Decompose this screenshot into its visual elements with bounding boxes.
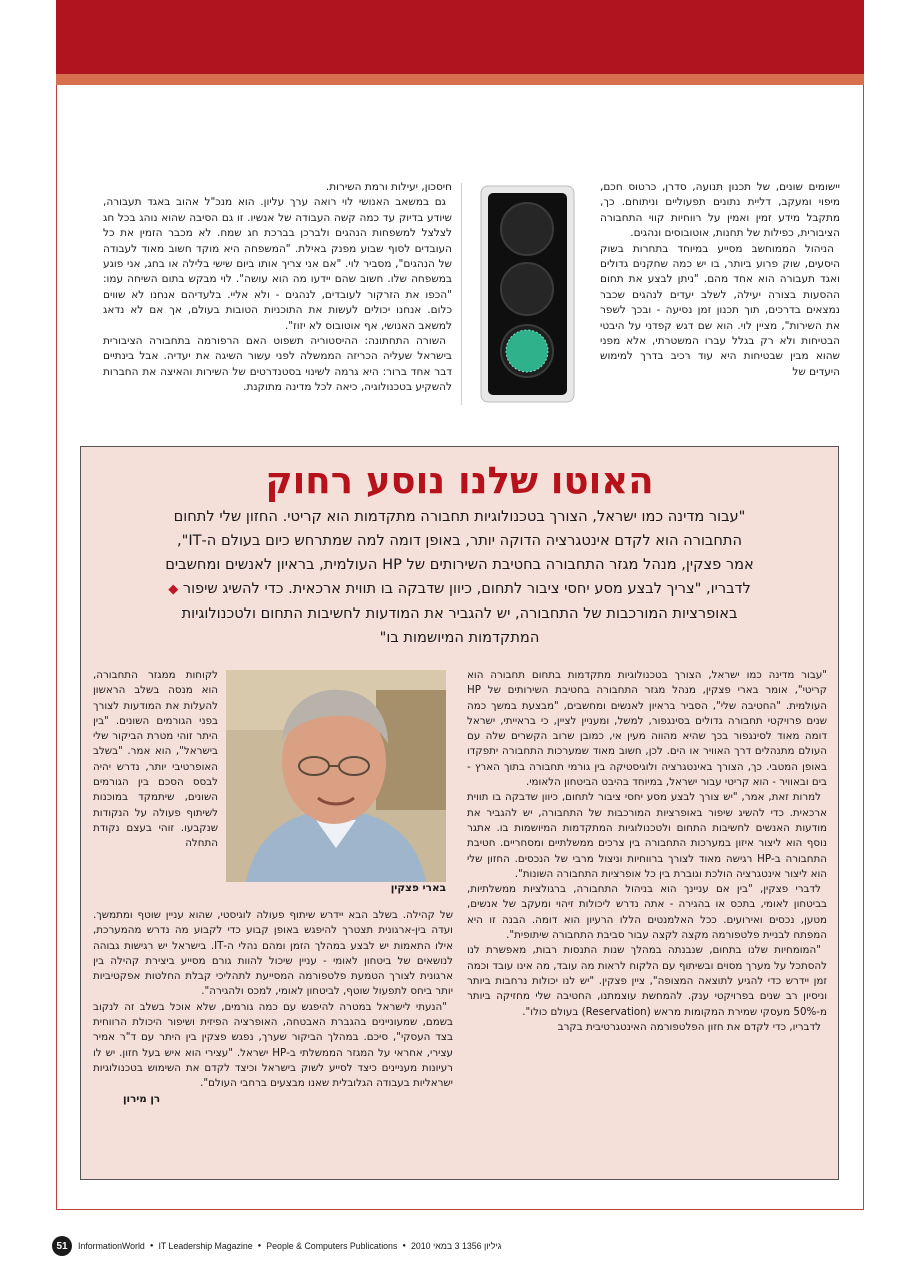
- paragraph: גם במשאב האנושי לוי רואה ערך עליון. הוא מנכ"ל אהוב באגד תעבורה, שיודע בדיוק עד כמה קשה העבודה של אנשיו. זו גם הסיבה שהוא נוהג בכל חג לצלצל למשפחות הנהגים ולברכן בברכת חג שמח. לא מכבר הזמין את כל העובדים לסוף שבוע מפנק באילת. "המשפחה היא מוקד חשוב מאוד לעבודה של הנהגים", מסביר לוי. "אם אני צריך אותו ביום שישי בלילה או בחג, אני פוגע במשפחה שלו. חשוב שהם יידעו מה הוא עושה". לוי מבקש בתום השיחה עמו: "הכפו את הזרקור לעובדים, לנהגים - ולא אליי. בלעדיהם אנחנו לא שווים כלום. אנחנו יכולים לעשות את התוכניות הטובות בעולם, אך אם לא נדאג למשאב האנושי, אף אוטובוס לא יזוז".: [103, 196, 452, 332]
- paragraph: "הנעתי לישראל במטרה להיפגש עם כמה גורמים, שלא אוכל בשלב זה לנקוב בשמם, שמעוניינים בהגברת האבטחה, האופרציה הפיזית ושיפור היכולת הרווחית בצד העסקי", סיכם. במהלך הביקור שערך, נפגש פצקין בין היתר עם ד"ר אמיר עצירי, אחראי על המגזר הממשלתי ב-HP ישראל. "עצירי הוא איש בעל חזון. יש לו רעיונות מעניינים כיצד לסייע לשוק בישראל וכיצד לקדם את השימוש בטכנולוגיות ישראליות בעבודה הגלובלית שאנו מבצעים ברחבי העולם".: [93, 1000, 454, 1090]
- sidebar-left-column: [93, 908, 453, 1107]
- diamond-bullet-icon: ◆: [168, 582, 179, 597]
- paragraph: לדבריו, כדי לקדם את חזון הפלטפורמה האינטגרטיבית בקרב: [557, 1020, 821, 1033]
- bullet-separator-icon: ●: [149, 1243, 154, 1249]
- lead-line: באופרציות המורכבות של התחבורה, יש להגביר את המודעות לחשיבות התחום ולטכנולוגיות: [181, 605, 738, 622]
- top-red-band: [56, 0, 864, 74]
- bullet-separator-icon: ●: [402, 1243, 406, 1249]
- paragraph: למרות זאת, אמר, "יש צורך לבצע מסע יחסי ציבור לתחום, כיוון שדבקה בו תווית ארכאית. כדי להשיג שיפור באופרציות המורכבות של התחבורה, יש להגביר את מודעות האנשים לחשיבות התחום ולטכנולוגיות המתקדמות המיושמות בו. אתגר נוסף הוא ליצור איזון במערכות התחבורה בין צרכים ממשלתיים ומסחריים. חטיבת התחבורה ב-HP רגישה מאוד לצורך ברווחיות וניצול מרבי של הנכסים. החזון שלי הוא ליצור אינטגרציה הולכת וגוברת בין כל אופרציות התחבורה השונות".: [467, 791, 827, 880]
- column-divider: [461, 183, 462, 405]
- sidebar-right-column: [467, 668, 827, 1035]
- byline: רן מירון: [123, 1092, 161, 1105]
- footer-issue: גיליון 1356 3 במאי 2010: [410, 1241, 502, 1251]
- photo-caption: בארי פצקין: [390, 882, 446, 894]
- footer-item: InformationWorld: [78, 1241, 145, 1251]
- paragraph: לקוחות ממגזר התחבורה, הוא מנסה בשלב הראשון להעלות את המודעות לצורך בפני הגורמים השונים. "בין היתר זוהי מטרת הביקור שלי בישראל", הוא אמר. "בשלב האופרטיבי יותר, נדרש יהיה לבסס הסכם בין הגורמים השונים, שיתמקד במוכנות לשיתוף פעולה על הנקודות שנקבעו. זוהי בעצם נקודת התחלה: [93, 669, 218, 850]
- paragraph: לדברי פצקין, "בין אם עניינך הוא בניהול התחבורה, ברגולציות ממשלתיות, בביטחון לאומי, בתכס או בהגירה - אתה נדרש ליכולות זיהוי ומעקב של אנשים, מטען, נכסים ואירועים. ככל האלמנטים הללו הרעיון הוא דומה. הבנה זו היא המפתח לבניית פלטפורמה מקצה לקצה עבור סביבת התחבורה שיתופית".: [467, 883, 827, 942]
- page-frame-right: [863, 85, 864, 1209]
- page-frame-bottom: [56, 1209, 864, 1210]
- paragraph: השורה התחתונה: ההיסטוריה תשפוט האם הרפורמה בתחבורה הציבורית בישראל שעליה הכריזה הממשלה לפני עשור השיגה את יעדיה. אבל בינתיים דבר אחד ברור: היא גרמה לשינוי בסטנדרטים של השירות והאיצה את החברות להשקיע בטכנולוגיה, כיאה לכל מדינה מתוקנת.: [103, 335, 452, 394]
- sidebar-headline: האוטו שלנו נוסע רחוק: [265, 459, 654, 502]
- paragraph: של קהילה. בשלב הבא יידרש שיתוף פעולה לוגיסטי, שהוא עניין שוטף ומתמשך. ועדה בין-ארגונית תצטרך להיפגש באופן קבוע כדי לקבוע מה נדרש מהמערכת, אילו התאמות יש לבצע במהלך הזמן ומהם נהלי ה-IT. בישראל יש רגישות גבוהה לנושאים של ביטחון לאומי - עניין שיכול להוות גורם מסייע ביצירת קהילה בין ארגונית לצורך הטמעת פלטפורמה המסייעת לתהליכי קבלת החלטות אפקטיביות יותר ביחס לתפעול שוטף, לביטחון לאומי, למכס ולהגירה".: [93, 909, 453, 998]
- portrait-photo: [226, 670, 446, 882]
- paragraph: הניהול הממוחשב מסייע במיוחד בתחרות בשוק היסעים, שוק פרוע ביותר, בו יש כמה שחקנים גדולים ואגד תעבורה הוא אחד מהם. "ניתן לבצע את תחום ההסעות בצורה יעילה, לשלב יעדים לנהגים שכבר נמצאים בדרכים, תוך תכנון זמן נסיעה - ובכך לשפר את השירות", מציין לוי. הוא שם דגש קפדני על היבטי הבטיחות ולא רק בגלל עברו המשטרתי, אלא מפני שהוא מבין שבטיחות היא עוד רכיב בדרך למימוש היעדים של: [600, 242, 840, 378]
- bullet-separator-icon: ●: [257, 1243, 262, 1249]
- traffic-light-image: [480, 185, 575, 403]
- paragraph: "עבור מדינה כמו ישראל, הצורך בטכנולוגיות מתקדמות בתחום תחבורה הוא קריטי", אומר בארי פצקין, מנהל מגזר התחבורה בחטיבת השירותים של HP העולמית. "החטיבה שלי", הסביר בראיון לאנשים ומחשבים, "מבצעת במשך כמה שנים פרויקטי תחבורה גדולים בסינגפור, למשל, ומעניין לציין, כי בראייתי, ישראל דומה מאוד לסינגפור בכך שהיא מהווה מעין אי, כמובן שרוב הקשרים שלה עם העולם מתנהלים דרך האוויר או הים. לכן, חשוב מאוד שמערכות התחבורה יתפקדו באופן המטבי. כך, הצורך באינטגרציה ולוגיסטיקה בין גורמי תחבורה בתוך הארץ - בים ובאוויר - הוא קריטי עבור ישראל, במיוחד בהיבט הביטחון הלאומי.: [467, 669, 827, 789]
- lead-line: התחבורה הוא לקדם אינטגרציה הדוקה יותר, באופן דומה למה שמתרחש כיום בעולם ה-IT",: [176, 532, 743, 549]
- sidebar-lead: [100, 505, 819, 650]
- lead-line-with-bullet: [100, 577, 819, 602]
- sidebar-narrow-column: [93, 668, 218, 852]
- lead-line: לדבריו, "צריך לבצע מסע יחסי ציבור לתחום, כיוון שדבקה בו תווית ארכאית. כדי להשיג שיפור: [182, 580, 751, 597]
- top-orange-strip: [56, 74, 864, 85]
- page-frame-left: [56, 85, 57, 1209]
- lead-line: אמר פצקין, מנהל מגזר התחבורה בחטיבת השירותים של HP העולמית, בראיון לאנשים ומחשבים: [165, 556, 754, 573]
- lead-line: המתקדמות המיושמות בו": [379, 629, 540, 646]
- paragraph: חיסכון, יעילות ורמת השירות.: [325, 181, 452, 193]
- article-top-left-column: [103, 180, 452, 396]
- footer-item: People & Computers Publications: [266, 1241, 398, 1251]
- paragraph: "המומחיות שלנו בתחום, שנבנתה במהלך שנות התנסות רבות, מאפשרת לנו להסתכל על מערך מסוים ובשיתוף עם הלקוח לראות מה עובד, מה אינו עובד וכמה זמן יידרש כדי להגיע לתוצאה המצופה", ציין פצקין. "יש לנו יכולות נרחבות ביותר וניסיון רב שנים בפרויקטי ענק. להמחשת עוצמתנו, החטיבה שלי מחזיקה ביותר מ-50% מעסקי שמירת המקומות מראש (Reservation) בעולם כולו".: [467, 944, 827, 1018]
- lead-line: "עבור מדינה כמו ישראל, הצורך בטכנולוגיות תחבורה מתקדמות הוא קריטי. החזון שלי לתחום: [173, 508, 746, 525]
- page-number-badge: 51: [52, 1236, 72, 1256]
- article-top-right-column: [600, 180, 840, 380]
- page-footer: [52, 1236, 858, 1256]
- paragraph: יישומים שונים, של תכנון תנועה, סדרן, כרטוס חכם, מיפוי ומעקב, דליית נתונים תפעוליים וניתוחם. כך, מתקבל מידע זמין ואמין על רווחיות קווי התחבורה הציבורית, כפילות של תחנות, אוטובוסים ונהגים.: [600, 181, 840, 240]
- footer-item: IT Leadership Magazine: [158, 1241, 253, 1251]
